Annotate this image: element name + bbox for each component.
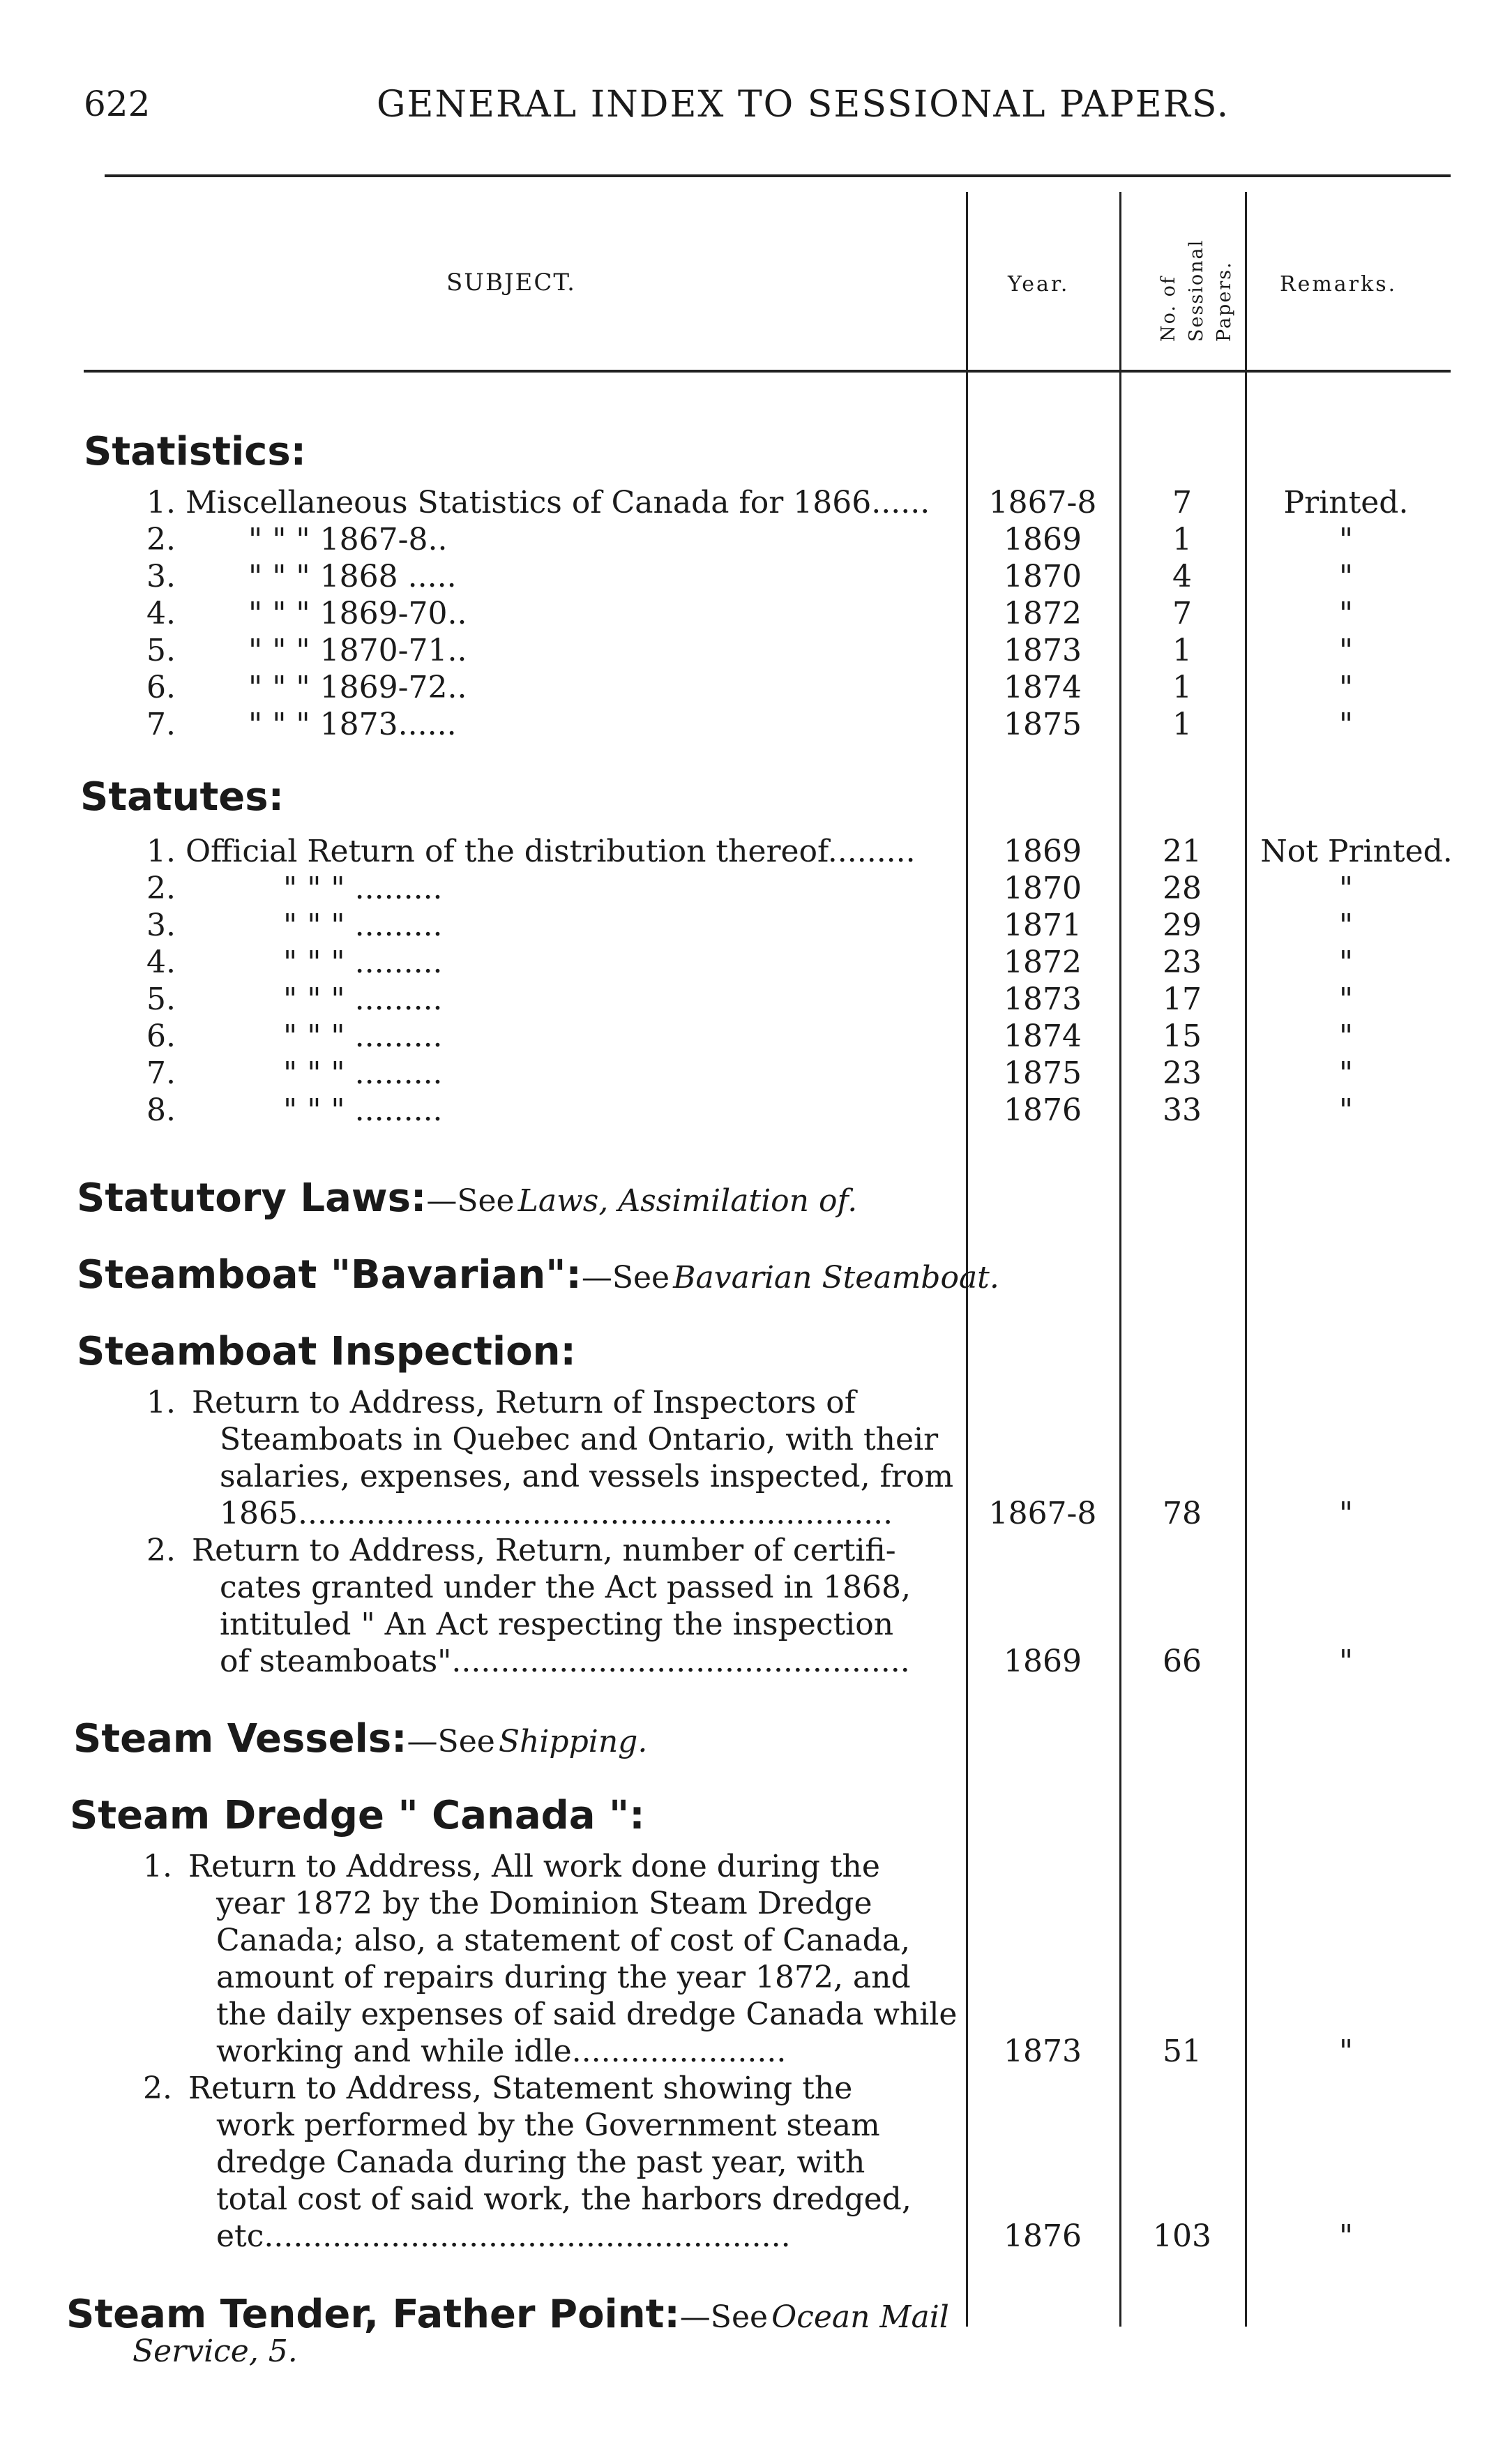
papers-cell: 21 [1163,834,1202,869]
cross-reference-continued: Service, 5. [133,2334,298,2369]
list-item: 4. " " " 1869-70.. [146,596,467,631]
papers-cell: 33 [1163,1092,1202,1128]
entry-line: the daily expenses of said dredge Canada while [216,1997,958,2032]
year-cell: 1875 [1004,707,1082,742]
entry-line: total cost of said work, the harbors dredged, [216,2181,912,2217]
papers-cell: 17 [1163,982,1202,1017]
list-item-number: 2. [143,2071,172,2106]
remarks-cell: " [1338,670,1354,705]
remarks-cell: " [1338,1644,1354,1679]
papers-cell: 1 [1172,633,1192,668]
remarks-cell: " [1338,1092,1354,1128]
remarks-cell: " [1338,2218,1354,2254]
year-cell: 1867-8 [988,485,1097,520]
remarks-cell: " [1338,522,1354,557]
section-heading-statutes: Statutes: [80,774,285,820]
entry-line: Canada; also, a statement of cost of Canada, [216,1923,910,1958]
year-cell: 1869 [1004,522,1082,557]
papers-header-line-2: Sessional [1186,239,1207,342]
papers-cell: 23 [1163,1056,1202,1091]
section-heading-steamboat-bavarian: Steamboat "Bavarian":—See Bavarian Steamboat. [77,1252,999,1298]
year-cell: 1874 [1004,670,1082,705]
year-cell: 1875 [1004,1056,1082,1091]
papers-cell: 51 [1163,2034,1202,2069]
remarks-cell: " [1338,945,1354,980]
remarks-cell: " [1338,633,1354,668]
entry-line: working and while idle...................... [216,2034,787,2069]
papers-cell: 1 [1172,670,1192,705]
year-cell: 1876 [1004,2218,1082,2254]
year-cell: 1876 [1004,1092,1082,1128]
entry-line: Return to Address, All work done during the [188,1849,880,1884]
year-cell: 1873 [1004,982,1082,1017]
list-item: 3. " " " 1868 ..... [146,559,457,594]
remarks-cell: Not Printed. [1260,834,1453,869]
list-item: 1. Miscellaneous Statistics of Canada for 1866...... [146,485,930,520]
remarks-cell: " [1338,1019,1354,1054]
list-item: 3. " " " ......... [146,908,443,943]
list-item: 6. " " " ......... [146,1019,443,1054]
list-item-number: 1. [143,1849,172,1884]
remarks-cell: " [1338,871,1354,906]
list-item-number: 2. [146,1533,176,1568]
year-cell: 1869 [1004,1644,1082,1679]
year-cell: 1872 [1004,596,1082,631]
papers-cell: 1 [1172,522,1192,557]
year-cell: 1874 [1004,1019,1082,1054]
entry-line: Return to Address, Statement showing the [188,2071,853,2106]
remarks-cell: " [1338,2034,1354,2069]
list-item: 8. " " " ......... [146,1092,443,1128]
papers-header-line-3: Papers. [1214,261,1235,342]
section-heading-steamboat-inspection: Steamboat Inspection: [77,1329,576,1374]
year-cell: 1870 [1004,871,1082,906]
list-item: 2. " " " ......... [146,871,443,906]
entry-line: Return to Address, Return, number of certifi- [192,1533,896,1568]
year-cell: 1873 [1004,2034,1082,2069]
remarks-cell: " [1338,982,1354,1017]
year-cell: 1871 [1004,908,1082,943]
year-cell: 1872 [1004,945,1082,980]
entry-line: year 1872 by the Dominion Steam Dredge [216,1886,872,1921]
papers-cell: 29 [1163,908,1202,943]
top-rule [105,174,1451,177]
section-heading-statistics: Statistics: [84,429,307,474]
entry-line: salaries, expenses, and vessels inspected, from [220,1459,954,1494]
remarks-cell: " [1338,596,1354,631]
remarks-cell: " [1338,1056,1354,1091]
divider-year-right [1119,192,1121,2327]
section-heading-steam-vessels: Steam Vessels:—See Shipping. [73,1716,648,1762]
list-item: 1. Official Return of the distribution thereof......... [146,834,916,869]
page-header [84,84,1430,140]
entry-line: amount of repairs during the year 1872, and [216,1960,911,1995]
entry-line: intituled " An Act respecting the inspection [220,1607,894,1642]
entry-line: 1865............................................................. [220,1496,893,1531]
entry-line: cates granted under the Act passed in 1868, [220,1570,911,1605]
entry-line: etc...................................................... [216,2218,791,2254]
section-heading-steam-dredge: Steam Dredge " Canada ": [70,1793,645,1838]
papers-cell: 23 [1163,945,1202,980]
papers-cell: 15 [1163,1019,1202,1054]
papers-cell: 7 [1172,596,1192,631]
papers-header-line-1: No. of [1158,276,1179,342]
section-heading-steam-tender: Steam Tender, Father Point:—See Ocean Mail [66,2292,949,2337]
year-cell: 1867-8 [988,1496,1097,1531]
list-item: 5. " " " ......... [146,982,443,1017]
column-header-year: Year. [1008,272,1070,296]
year-cell: 1870 [1004,559,1082,594]
list-item: 6. " " " 1869-72.. [146,670,467,705]
list-item: 5. " " " 1870-71.. [146,633,467,668]
column-header-papers [1144,185,1248,345]
divider-papers-right [1245,192,1247,2327]
remarks-cell: " [1338,559,1354,594]
entry-line: of steamboats"............................................... [220,1644,910,1679]
entry-line: Return to Address, Return of Inspectors of [192,1385,856,1420]
papers-cell: 1 [1172,707,1192,742]
entry-line: work performed by the Government steam [216,2108,880,2143]
papers-cell: 103 [1153,2218,1211,2254]
year-cell: 1873 [1004,633,1082,668]
remarks-cell: " [1338,707,1354,742]
remarks-cell: " [1338,908,1354,943]
papers-cell: 7 [1172,485,1192,520]
papers-cell: 66 [1163,1644,1202,1679]
year-cell: 1869 [1004,834,1082,869]
column-header-remarks: Remarks. [1280,272,1398,296]
list-item-number: 1. [146,1385,176,1420]
column-header-subject: SUBJECT. [446,269,576,296]
papers-cell: 4 [1172,559,1192,594]
remarks-cell: " [1338,1496,1354,1531]
section-heading-statutory-laws: Statutory Laws:—See Laws, Assimilation of. [77,1176,858,1221]
papers-cell: 78 [1163,1496,1202,1531]
papers-cell: 28 [1163,871,1202,906]
list-item: 4. " " " ......... [146,945,443,980]
page-number: 622 [84,84,151,124]
list-item: 2. " " " 1867-8.. [146,522,448,557]
list-item: 7. " " " 1873...... [146,707,457,742]
remarks-cell: Printed. [1283,485,1409,520]
entry-line: Steamboats in Quebec and Ontario, with their [220,1422,939,1457]
entry-line: dredge Canada during the past year, with [216,2145,865,2180]
list-item: 7. " " " ......... [146,1056,443,1091]
page-title: GENERAL INDEX TO SESSIONAL PAPERS. [377,84,1230,126]
